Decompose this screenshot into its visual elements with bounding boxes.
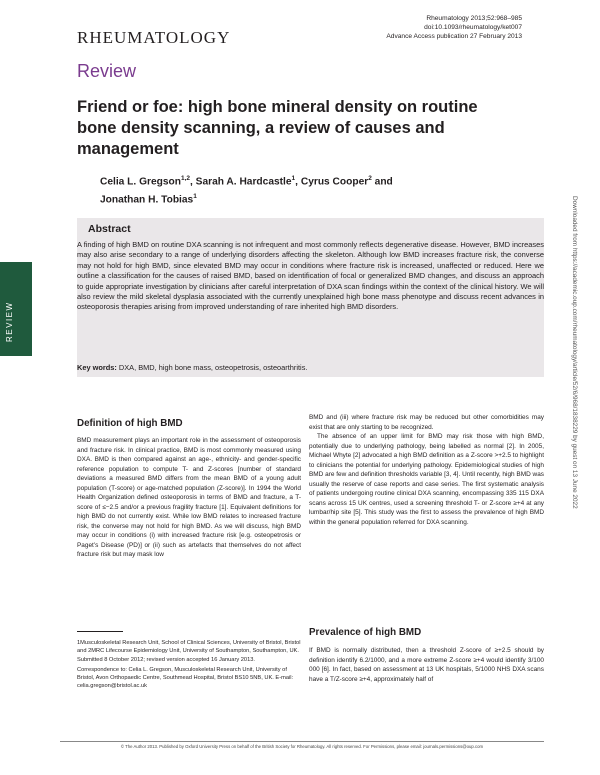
abstract-text: A finding of high BMD on routine DXA scanning is not infrequent and most commonly reflects degenerative disease. However, BMD increases may also arise secondary to a range of underlying disorders affecting the skeleton. Although low BMD increases fracture risk, the converse may not hold for high BMD, since elevated BMD may occur in conditions where fracture risk is increased, unaffected or reduced. Here we outline a classification for the causes of raised BMD, based on identification of focal or generalized BMD changes, and discuss an approach to guide appropriate investigation by clinicians after careful interpretation of DXA scan findings within the context of the clinical history. We will also review the mild skeletal dysplasia associated with the currently unexplained high bone mass phenotype and discuss recent advances in osteoporosis therapies arising from improved understanding of rare inherited high BMD disorders.: [77, 240, 544, 312]
prevalence-paragraph: If BMD is normally distributed, then a threshold Z-score of ≥+2.5 should by definition identify 6.2/1000, and a more extreme Z-score ≥+4 would identify 3/100 000 [6]. In fact, based on assessment at 13 UK hospitals, 5/1000 NHS DXA scans have a T/Z-score ≥+4, approximately half of: [309, 647, 544, 683]
definition-paragraph: BMD measurement plays an important role in the assessment of osteoporosis and fracture risk. In clinical practice, BMD is most commonly measured using DXA. BMD is then compared against an age-, ethnicity- and gender-specific reference population to compute T- and Z-scores [number of standard deviations a measured BMD differs from the mean BMD of a young adult population (T-score) or age-matched population (Z-score)]. In 1994 the World Health Organization defined osteoporosis in terms of BMD and fracture, a T-score of ≤−2.5 and/or a previous fragility fracture [1]. Equivalent definitions for high BMD do not currently exist. While low BMD relates to increased fracture risk, the converse may not hold for high BMD. As we will discuss, high BMD may occur in conditions (i) with increased fracture risk [e.g. osteopetrosis or Paget’s Disease (PD)] or (ii) such as artefacts that themselves do not affect fracture risk but may mask low: [77, 437, 301, 558]
affil-3: 2: [368, 175, 372, 182]
review-tab-label: REVIEW: [5, 301, 14, 342]
author-cooper: , Cyrus Cooper: [295, 176, 369, 188]
advance-access: Advance Access publication 27 February 2013: [386, 33, 522, 40]
footer-divider: [60, 741, 544, 742]
author-tobias: and Jonathan H. Tobias: [100, 176, 393, 206]
citation-block: [386, 14, 522, 41]
article-title: Friend or foe: high bone mineral density on routine bone density scanning, a review of causes and management: [77, 98, 478, 158]
footnotes: [77, 640, 301, 692]
affiliations: 1Musculoskeletal Research Unit, School of Clinical Sciences, University of Bristol, Bristol and 2MRC Lifecourse Epidemiology Unit, University of Southampton, Southampton, UK.: [77, 640, 301, 654]
section-heading-prevalence: Prevalence of high BMD: [309, 627, 422, 638]
section-label: Review: [77, 61, 137, 81]
definition-paragraph-2: The absence of an upper limit for BMD may risk those with high BMD, potentially due to underlying pathology, being labelled as normal [2]. In 2005, Michael Whyte [2] advocated a high BMD definition as a Z-score >+2.5 to highlight to clinicians the potential for underlying pathology. Epidemiological studies of high BMD are few and definition thresholds variable [3, 4]. Until recently, high BMD was usually the reserve of case reports and case series. The first systematic analysis of patients undergoing routine clinical DXA scanning, encompassing 335 115 DXA scans across 15 UK centres, used a screening threshold T- or Z-score ≥+4 at any lumbar/hip site [5]. This study was the first to assess the prevalence of high BMD within the general population referred for DXA scanning.: [309, 433, 544, 526]
correspondence: Correspondence to: Celia L. Gregson, Musculoskeletal Research Unit, University of Bristol, Avon Orthopaedic Centre, Southmead Hospital, Bristol BS10 5NB, UK. E-mail: celia.gregson@bristol.ac.uk: [77, 667, 294, 689]
citation: Rheumatology 2013;52:968–985: [426, 15, 522, 22]
doi[interactable]: doi:10.1093/rheumatology/ket007: [424, 24, 522, 31]
footnote-divider: [77, 631, 123, 632]
download-notice[interactable]: Downloaded from https://academic.oup.com/rheumatology/article/52/6/968/1838229 by guest on 13 June 2022: [571, 196, 578, 509]
copyright-notice: © The Author 2013. Published by Oxford University Press on behalf of the British Society for Rheumatology. All rights reserved. For Permissions, please email: journals.permissions@oup.com: [120, 744, 484, 749]
submission-dates: Submitted 8 October 2012; revised version accepted 16 January 2013.: [77, 657, 256, 664]
affil-1: 1,2: [180, 175, 190, 182]
right-column-text: [309, 413, 544, 527]
section-heading-definition: Definition of high BMD: [77, 418, 183, 429]
affil-2: 1: [291, 175, 296, 182]
keywords: [77, 363, 307, 372]
author-gregson: Celia L. Gregson: [100, 176, 181, 188]
author-list: [100, 172, 440, 208]
author-hardcastle: , Sarah A. Hardcastle: [190, 176, 292, 188]
keywords-value: DXA, BMD, high bone mass, osteopetrosis, osteoarthritis.: [118, 363, 308, 372]
abstract-heading: Abstract: [88, 223, 131, 235]
journal-name: RHEUMATOLOGY: [77, 28, 231, 47]
affil-4: 1: [193, 192, 197, 200]
keywords-label: Key words:: [77, 363, 117, 372]
review-side-tab: [0, 262, 32, 356]
definition-continued: BMD and (iii) where fracture risk may be reduced but other comorbidities may exist that are only starting to be recognized.: [309, 414, 544, 431]
